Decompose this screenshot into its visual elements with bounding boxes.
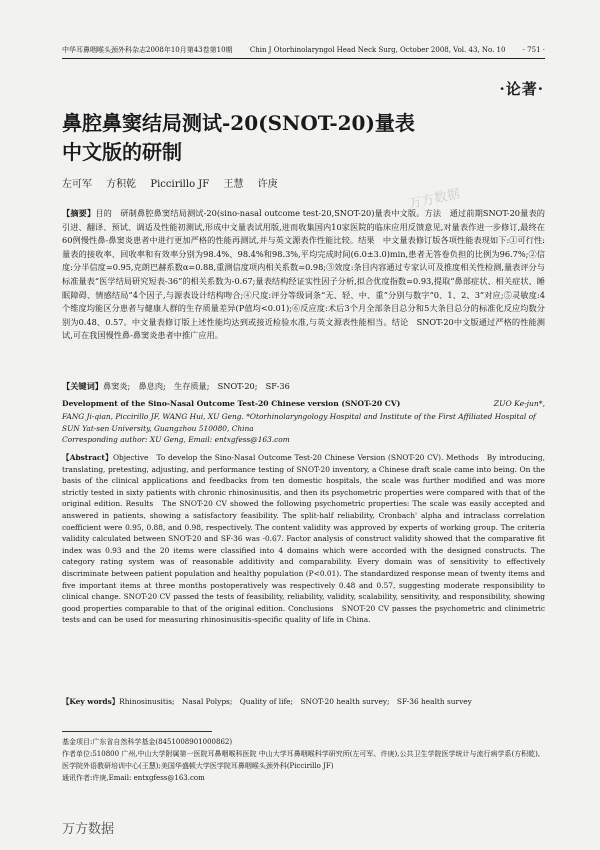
wanfang-watermark: 万方数据 bbox=[62, 822, 115, 837]
affiliation-en-text: FANG Ji-qian, Piccirillo JF, WANG Hui, XU Geng. *Otorhinolaryngology Hospital and Institute of the First Affiliated Hospital of SUN Yat-sen University, Guangzhou 510080, China bbox=[62, 412, 536, 433]
abstract-en bbox=[62, 452, 545, 626]
keywords-cn-label: 【关键词】 bbox=[62, 381, 103, 391]
abstract-cn bbox=[62, 207, 545, 343]
keywords-cn-text: 鼻窦炎; 鼻息肉; 生存质量; SNOT-20; SF-36 bbox=[102, 381, 290, 391]
affiliation-en bbox=[62, 411, 545, 446]
library-stamp: 万方数据 bbox=[407, 186, 462, 213]
author-name: Piccirillo JF bbox=[150, 179, 210, 190]
article-title-en-text: Development of the Sino-Nasal Outcome Test-20 Chinese version (SNOT-20 CV) bbox=[62, 399, 401, 408]
abstract-en-label: 【Abstract】 bbox=[62, 453, 113, 462]
keywords-en-text: Rhinosinusitis; Nasal Polyps; Quality of life; SNOT-20 health survey; SF-36 health survey bbox=[119, 697, 472, 706]
abstract-cn-text: 目的 研制鼻腔鼻窦结局测试-20(sino-nasal outcome test-20,SNOT-20)量表中文版。方法 通过前期SNOT-20量表的引进、翻译、预试、调适及性能初测试,形成中文量表试用版,进而收集国内10家医院的临床应用反馈意见,对量表作进一步修订,最终在60例慢性鼻-鼻窦炎患者中进行更加严格的性能再测试,并与英文源表作性能比较。结果 中文量表修订版各项性能表现如下:①可行性:量表的接收率、回收率和有效率分别为98.4%、98.4%和98.3%,平均完成时间(6.0±3.0)min,患者无答卷负担的比例为96.7%;②信度:分半信度=0.95,克朗巴赫系数α=0.88,重测信度项内相关系数=0.98;③效度:条目内容通过专家认可及推度相关性检测,量表评分与标准量表“医学结局研究短表-36”的相关系数为-0.67;量表结构经证实性因子分析,拟合优度指数=0.93,提取“鼻部症状、相关症状、睡眠障碍、情感结局”4个因子,与源表设计结构吻合;④尺度:评分等级词条“无、轻、中、重”分别与数字“0、1、2、3”对应;⑤灵敏度:4个维度均能区分患者与健康人群的生存质量差异(P值均<0.01);⑥反应度:术后3个月全部条目总分和5大条目总分的标准化反应均数分别为0.48、0.57。中文量表修订版上述性能均达到或接近检验水准,与英文源表性能相当。结论 SNOT-20中文版通过严格的性能测试,可在我国慢性鼻-鼻窦炎患者中推广应用。 bbox=[62, 208, 545, 341]
keywords-en-label: 【Key words】 bbox=[62, 697, 120, 706]
journal-citation-en: Chin J Otorhinolaryngol Head Neck Surg, October 2008, Vol. 43, No. 10 bbox=[249, 46, 506, 54]
footnote-affiliations: 作者单位:510800 广州,中山大学附属第一医院耳鼻咽喉科医院 中山大学耳鼻咽喉科学研究所(左可军、许庚),公共卫生学院医学统计与流行病学系(方积乾),医学院外语教研培训中心(王慧);美国华盛顿大学医学院耳鼻咽喉头颈外科(Piccirillo JF) bbox=[62, 750, 541, 770]
article-title-cn bbox=[62, 109, 522, 167]
abstract-en-text: Objective To develop the Sino-Nasal Outcome Test-20 Chinese Version (SNOT-20 CV). Methods By introducing, translating, pretesting, adjusting, and performance testing of SNOT-20 inventory, a Chinese draft scale came into being. On the basis of the clinical applications and feedbacks from ten domestic hospitals, the scale was further modified and was more strictly tested in sixty patients with chronic rhinosinusitis, and then its psychometric properties were compared with that of the original edition. Results The SNOT-20 CV showed the following psychometric properties: The scale was easily accepted and answered in patients, showing a satisfactory feasibility. The split-half reliability, Cronbach' alpha and intraclass correlation coefficient were 0.95, 0.88, and 0.98, respectively. The content validity was approved by experts of working group. The criteria validity calculated between SNOT-20 and SF-36 was -0.67. Factor analysis of construct validity showed that the comparative fit index was 0.93 and the 20 items were classified into 4 domains which were accorded with the designed constructs. The category rating system was of reasonable additivity and comparability. Every domain was of sensitivity to effectively discriminate between patient population and healthy population (P<0.01). The standardized response mean of twenty items and five important items at three months postoperatively was respectively 0.48 and 0.57, suggesting moderate responsibility to clinical change. SNOT-20 CV passed the tests of feasibility, reliability, validity, scalability, sensitivity, and responsibility, showing good properties comparable to that of the original edition. Conclusions SNOT-20 CV passes the psychometric and clinimetric tests and can be used for measuring rhinosinusitis-specific quality of life in China. bbox=[62, 453, 545, 625]
author-list-cn bbox=[62, 178, 289, 191]
corresponding-author-en: Corresponding author: XU Geng, Email: entxgfess@163.com bbox=[62, 435, 290, 445]
author-name: 方积乾 bbox=[106, 179, 137, 190]
header-divider bbox=[62, 58, 545, 59]
journal-citation-cn: 中华耳鼻咽喉头颈外科杂志2008年10月第43卷第10期 bbox=[62, 46, 233, 54]
abstract-cn-label: 【摘要】 bbox=[62, 208, 96, 218]
keywords-cn bbox=[62, 380, 545, 392]
author-name: 左可军 bbox=[62, 179, 92, 190]
article-title-line-2: 中文版的研制 bbox=[62, 140, 182, 164]
author-name: 许庚 bbox=[257, 179, 278, 190]
keywords-en bbox=[62, 696, 545, 708]
footnote-fund: 基金项目:广东省自然科学基金(8451008901000862) bbox=[62, 738, 233, 746]
footnote-corresponding: 通讯作者:许庚,Email: entxgfess@163.com bbox=[62, 774, 205, 782]
page-number: · 751 · bbox=[522, 46, 545, 54]
section-label: ·论著· bbox=[499, 80, 544, 98]
article-title-line-1: 鼻腔鼻窦结局测试-20(SNOT-20)量表 bbox=[62, 111, 415, 135]
article-title-en bbox=[62, 398, 545, 410]
running-header bbox=[62, 46, 545, 55]
footnote-divider bbox=[62, 731, 212, 732]
first-author-en: ZUO Ke-jun*, bbox=[493, 399, 545, 408]
footnotes bbox=[62, 736, 545, 784]
author-name: 王慧 bbox=[223, 179, 244, 190]
